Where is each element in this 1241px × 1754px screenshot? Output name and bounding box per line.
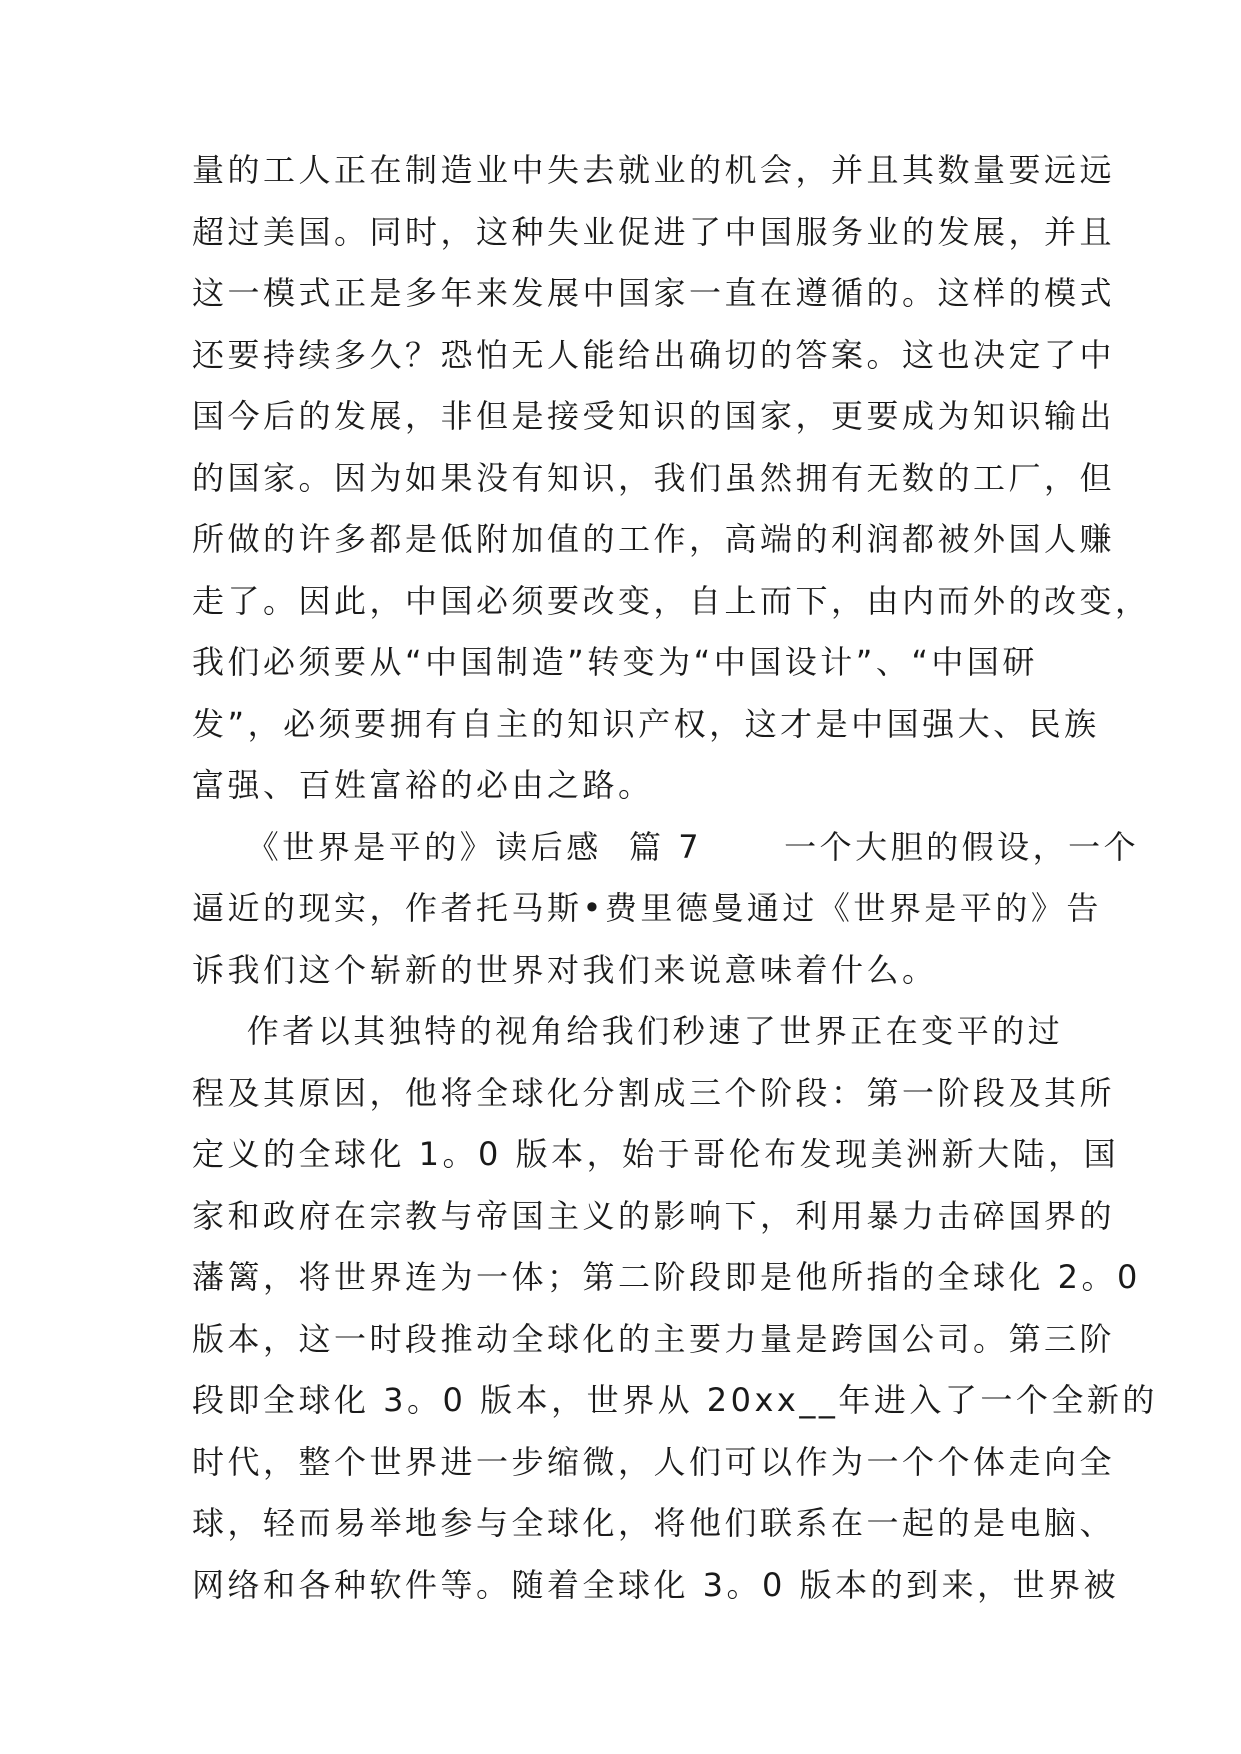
- text-line: 作者以其独特的视角给我们秒速了世界正在变平的过: [192, 1012, 1064, 1050]
- text-line: 我们必须要从“中国制造”转变为“中国设计”、“中国研: [192, 643, 1038, 681]
- text-line: 逼近的现实，作者托马斯•费里德曼通过《世界是平的》告: [192, 889, 1102, 927]
- text-line: 程及其原因，他将全球化分割成三个阶段：第一阶段及其所: [192, 1073, 1116, 1112]
- text-line: 定义的全球化 1。0 版本，始于哥伦布发现美洲新大陆，国: [192, 1135, 1120, 1173]
- text-line: 诉我们这个崭新的世界对我们来说意味着什么。: [192, 950, 938, 989]
- text-line: 量的工人正在制造业中失去就业的机会，并且其数量要远远: [192, 151, 1116, 189]
- text-line: 家和政府在宗教与帝国主义的影响下，利用暴力击碎国界的: [192, 1196, 1116, 1235]
- document-body: [192, 140, 1158, 1616]
- text-line: 段即全球化 3。0 版本，世界从 20xx__年进入了一个全新的: [192, 1381, 1158, 1419]
- text-line: 富强、百姓富裕的必由之路。: [192, 766, 654, 804]
- text-line: 发”，必须要拥有自主的知识产权，这才是中国强大、民族: [192, 704, 1100, 743]
- section-heading-line: 《世界是平的》读后感 篇 7 一个大胆的假设，一个: [192, 827, 1140, 866]
- text-line: 超过美国。同时，这种失业促进了中国服务业的发展，并且: [192, 212, 1116, 251]
- text-line: 还要持续多久？恐怕无人能给出确切的答案。这也决定了中: [192, 335, 1116, 374]
- text-line: 时代，整个世界进一步缩微，人们可以作为一个个体走向全: [192, 1442, 1116, 1481]
- text-line: 这一模式正是多年来发展中国家一直在遵循的。这样的模式: [192, 274, 1116, 312]
- text-line: 的国家。因为如果没有知识，我们虽然拥有无数的工厂，但: [192, 458, 1116, 497]
- text-line: 国今后的发展，非但是接受知识的国家，更要成为知识输出: [192, 397, 1116, 435]
- text-line: 版本，这一时段推动全球化的主要力量是跨国公司。第三阶: [192, 1319, 1116, 1358]
- text-line: 走了。因此，中国必须要改变，自上而下，由内而外的改变，: [192, 581, 1151, 620]
- text-line: 藩篱，将世界连为一体；第二阶段即是他所指的全球化 2。0: [192, 1258, 1141, 1296]
- text-line: 球，轻而易举地参与全球化，将他们联系在一起的是电脑、: [192, 1504, 1116, 1542]
- text-line: 所做的许多都是低附加值的工作，高端的利润都被外国人赚: [192, 520, 1116, 558]
- text-line: 网络和各种软件等。随着全球化 3。0 版本的到来，世界被: [192, 1565, 1120, 1604]
